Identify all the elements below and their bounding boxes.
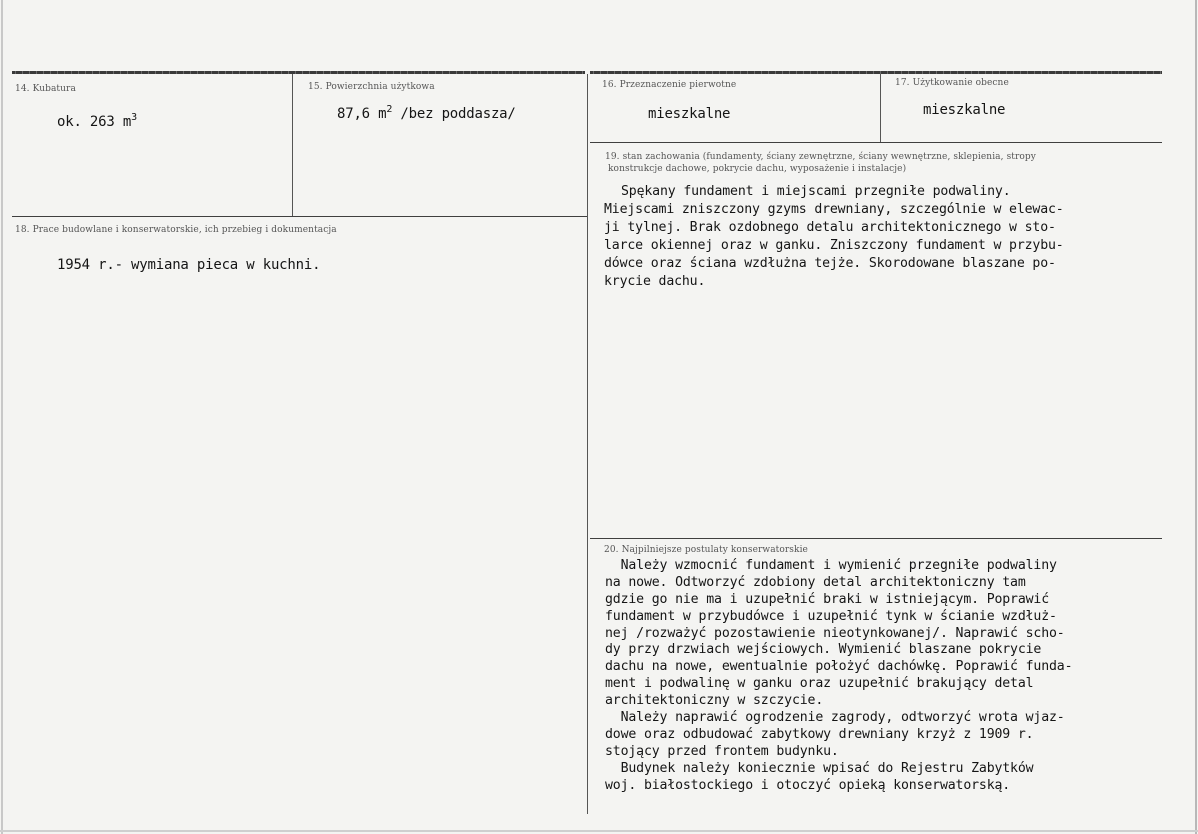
card-left-edge (1, 0, 3, 834)
field-18-value: 1954 r.- wymiana pieca w kuchni. (57, 257, 321, 273)
field-14-value-exponent: 3 (131, 112, 137, 123)
field-20-text-line: woj. białostockiego i otoczyć opieką konserwatorską. (605, 777, 1011, 793)
field-20-text-line: na nowe. Odtworzyć zdobiony detal architektoniczny tam (605, 574, 1026, 590)
field-19-text-line: dówce oraz ściana wzdłużna tejże. Skorodowane blaszane po- (604, 256, 1056, 271)
field-20-text-line: Należy naprawić ogrodzenie zagrody, odtworzyć wrota wjaz- (605, 710, 1065, 726)
field-20-text-line: dowe oraz odbudować zabytkowy drewniany krzyż z 1909 r. (605, 726, 1034, 742)
field-20-text-line: architektoniczny w szczycie. (605, 693, 824, 709)
field-20-text-line: Należy wzmocnić fundament i wymienić przegniłe podwaliny (605, 558, 1057, 573)
field-19-text-line: larce okiennej oraz w ganku. Zniszczony fundament w przybu- (604, 238, 1064, 253)
card-right-edge (1195, 0, 1197, 834)
field-17-label: 17. Użytkowanie obecne (895, 78, 1009, 88)
field-16-label: 16. Przeznaczenie pierwotne (602, 80, 737, 90)
field-14-value (57, 114, 137, 130)
field-14-label: 14. Kubatura (15, 84, 76, 94)
field-20-text-line: gdzie go nie ma i uzupełnić braki w istniejącym. Poprawić (605, 591, 1050, 607)
field-19-text-line: Spękany fundament i miejscami przegniłe podwaliny. (621, 184, 1011, 199)
card-bottom-edge (0, 830, 1198, 832)
field-14-value-text: ok. 263 m (57, 114, 132, 130)
field-17-value: mieszkalne (923, 102, 1006, 118)
field-19-text-line: ji tylnej. Brak ozdobnego detalu architektonicznego w sto- (604, 220, 1056, 235)
field-15-label: 15. Powierzchnia użytkowa (308, 82, 435, 92)
top-border-line-right (590, 71, 1162, 74)
line-under-14-15 (12, 216, 587, 217)
field-19-text-line: krycie dachu. (604, 274, 706, 289)
field-15-value (337, 106, 516, 122)
field-19-label-line-1: 19. stan zachowania (fundamenty, ściany zewnętrzne, ściany wewnętrzne, sklepienia, stropy (605, 152, 1036, 162)
field-19-label-line-2: konstrukcje dachowe, pokrycie dachu, wyposażenie i instalacje) (608, 164, 907, 174)
field-20-text-line: stojący przed frontem budynku. (605, 743, 839, 759)
line-under-16-17 (590, 142, 1162, 143)
field-20-text-line: nej /rozważyć pozostawienie nieotynkowanej/. Naprawić scho- (605, 625, 1065, 641)
field-20-label: 20. Najpilniejsze postulaty konserwatorskie (604, 545, 808, 555)
field-15-value-exponent: 2 (386, 104, 393, 115)
divider-14-15 (292, 74, 293, 216)
field-15-value-note: /bez poddasza/ (392, 106, 516, 122)
field-19-text-line: Miejscami zniszczony gzyms drewniany, szczególnie w elewac- (604, 202, 1064, 217)
divider-16-17 (880, 74, 881, 142)
field-19-text (604, 183, 1064, 291)
line-under-19 (590, 538, 1162, 539)
field-20-text-line: fundament w przybudówce i uzupełnić tynk w ścianie wzdłuż- (605, 608, 1057, 624)
field-20-text (605, 558, 1072, 794)
field-20-text-line: Budynek należy koniecznie wpisać do Rejestru Zabytków (605, 760, 1034, 776)
field-20-text-line: dy przy drzwiach wejściowych. Wymienić blaszane pokrycie (605, 642, 1042, 658)
field-15-value-number: 87,6 m (337, 106, 387, 122)
field-20-text-line: dachu na nowe, ewentualnie położyć dachówkę. Poprawić funda- (605, 659, 1073, 675)
field-20-text-line: ment i podwalinę w ganku oraz uzupełnić brakujący detal (605, 676, 1034, 692)
field-18-label: 18. Prace budowlane i konserwatorskie, ich przebieg i dokumentacja (15, 225, 337, 235)
top-border-line (12, 71, 585, 74)
field-16-value: mieszkalne (648, 106, 731, 122)
center-divider (587, 74, 588, 814)
